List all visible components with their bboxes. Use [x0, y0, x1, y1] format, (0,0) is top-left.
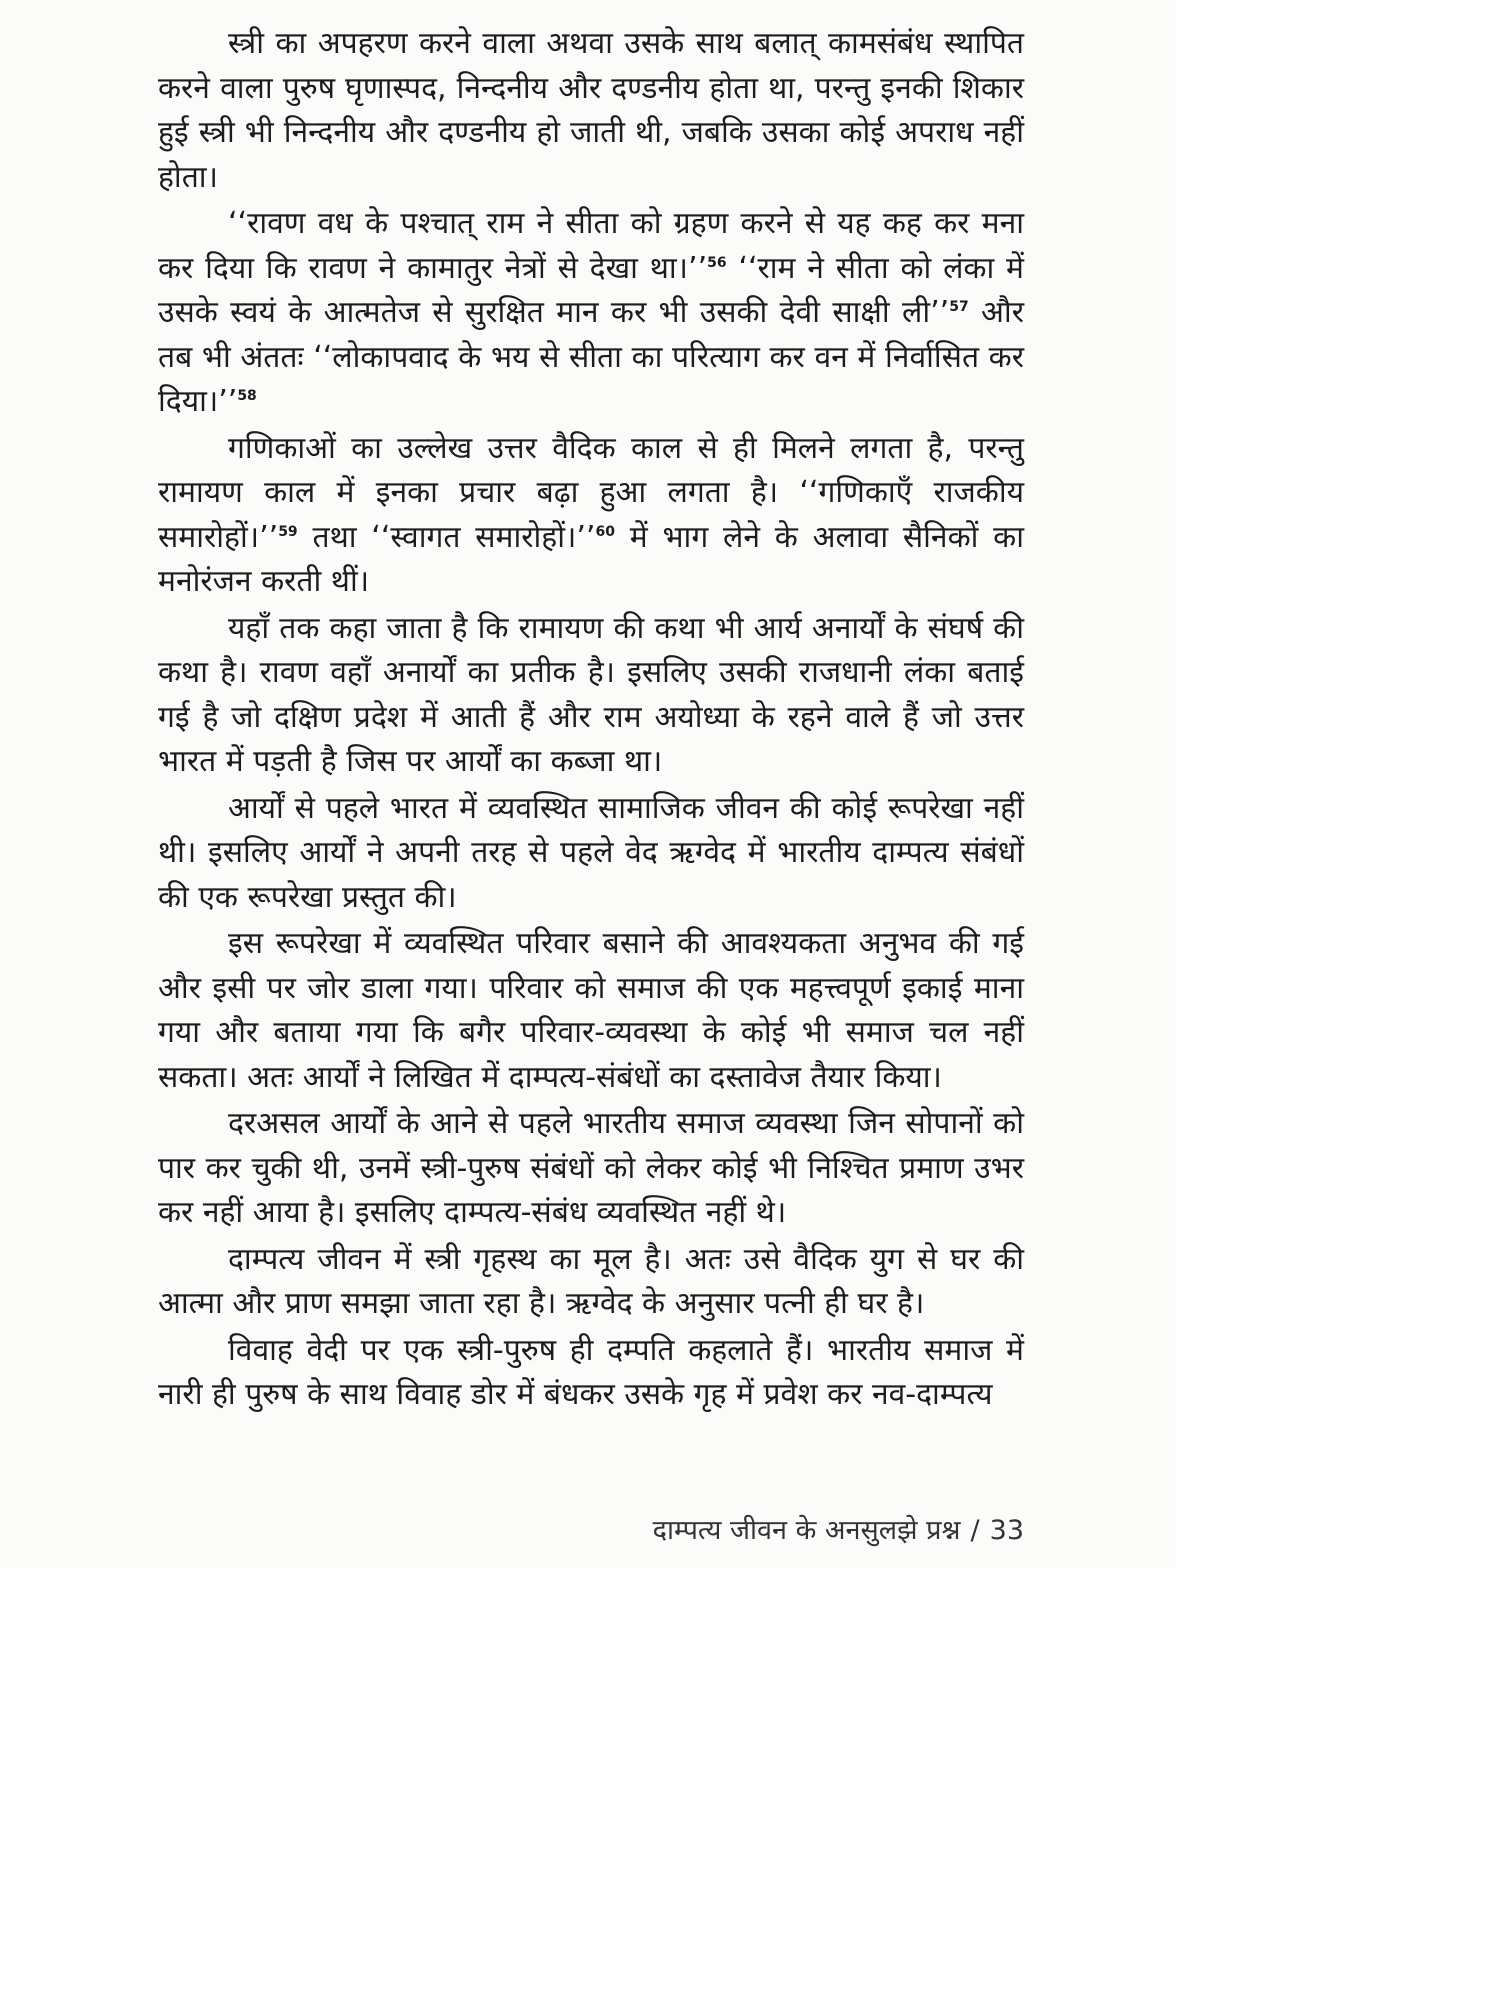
page-number: 33 — [989, 1515, 1024, 1546]
paragraph-text: में भाग लेने के अलावा सैनिकों का मनोरंजन करती थीं। — [158, 519, 1024, 599]
paragraph-text: दरअसल आर्यों के आने से पहले भारतीय समाज व्यवस्था जिन सोपानों को पार कर चुकी थी, उनमें स्त्री-पुरुष संबंधों को लेकर कोई भी निश्चित प्रमाण उभर कर नहीं आया है। इसलिए दाम्पत्य-संबंध व्यवस्थित नहीं थे। — [158, 1106, 1024, 1230]
footnote-ref-60: 60 — [595, 523, 615, 540]
running-footer — [653, 1510, 1024, 1547]
paragraph — [158, 427, 1024, 605]
paragraph — [158, 607, 1024, 785]
paragraph-text: गणिकाओं का उल्लेख उत्तर वैदिक काल से ही मिलने लगता है, परन्तु रामायण काल में इनका प्रचार बढ़ा हुआ लगता है। ‘‘गणिकाएँ राजकीय समारोहों।’’ — [158, 430, 1024, 555]
paragraph-text: दाम्पत्य जीवन में स्त्री गृहस्थ का मूल है। अतः उसे वैदिक युग से घर की आत्मा और प्राण समझा जाता रहा है। ऋग्वेद के अनुसार पत्नी ही घर है। — [158, 1241, 1024, 1321]
book-title: दाम्पत्य जीवन के अनसुलझे प्रश्न — [652, 1515, 961, 1546]
paragraph — [158, 202, 1024, 425]
footnote-ref-57: 57 — [949, 299, 969, 315]
paragraph — [158, 1238, 1024, 1327]
paragraph-text: इस रूपरेखा में व्यवस्थित परिवार बसाने की आवश्यकता अनुभव की गई और इसी पर जोर डाला गया। परिवार को समाज की एक महत्त्वपूर्ण इकाई माना गया और बताया गया कि बगैर परिवार-व्यवस्था के कोई भी समाज चल नहीं सकता। अतः आर्यों ने लिखित में दाम्पत्य-संबंधों का दस्तावेज तैयार किया। — [158, 926, 1024, 1095]
paragraph — [158, 22, 1024, 200]
paragraph — [158, 1329, 1024, 1418]
paragraph — [158, 1102, 1024, 1236]
paragraph — [158, 922, 1024, 1100]
paragraph-text: और तब भी अंततः ‘‘लोकापवाद के भय से सीता का परित्याग कर वन में निर्वासित कर दिया।’’ — [158, 295, 1024, 419]
footer-separator: / — [970, 1515, 980, 1546]
footnote-ref-59: 59 — [278, 523, 298, 540]
paragraph-text: विवाह वेदी पर एक स्त्री-पुरुष ही दम्पति कहलाते हैं। भारतीय समाज में नारी ही पुरुष के साथ विवाह डोर में बंधकर उसके गृह में प्रवेश कर नव-दाम्पत्य — [158, 1332, 1024, 1412]
paragraph-text: आर्यों से पहले भारत में व्यवस्थित सामाजिक जीवन की कोई रूपरेखा नहीं थी। इसलिए आर्यों ने अपनी तरह से पहले वेद ऋग्वेद में भारतीय दाम्पत्य संबंधों की एक रूपरेखा प्रस्तुत की। — [158, 790, 1024, 915]
paragraph-text: स्त्री का अपहरण करने वाला अथवा उसके साथ बलात् कामसंबंध स्थापित करने वाला पुरुष घृणास्पद, निन्दनीय और दण्डनीय होता था, परन्तु इनकी शिकार हुई स्त्री भी निन्दनीय और दण्डनीय हो जाती थी, जबकि उसका कोई अपराध नहीं होता। — [158, 26, 1024, 195]
paragraph — [158, 787, 1024, 921]
paragraph-text: ‘‘रावण वध के पश्चात् राम ने सीता को ग्रहण करने से यह कह कर मना कर दिया कि रावण ने कामातुर नेत्रों से देखा था।’’ — [158, 206, 1024, 286]
footnote-ref-58: 58 — [237, 388, 257, 404]
paragraph-text: ‘‘राम ने सीता को लंका में उसके स्वयं के आत्मतेज से सुरक्षित मान कर भी उसकी देवी साक्षी ली’’ — [158, 250, 1024, 330]
body-text — [158, 22, 1024, 1418]
paragraph-text: तथा ‘‘स्वागत समारोहों।’’ — [297, 519, 596, 555]
footnote-ref-56: 56 — [707, 254, 727, 271]
paragraph-text: यहाँ तक कहा जाता है कि रामायण की कथा भी आर्य अनार्यों के संघर्ष की कथा है। रावण वहाँ अनार्यों का प्रतीक है। इसलिए उसकी राजधानी लंका बताई गई है जो दक्षिण प्रदेश में आती हैं और राम अयोध्या के रहने वाले हैं जो उत्तर भारत में पड़ती है जिस पर आर्यों का कब्जा था। — [158, 610, 1024, 779]
